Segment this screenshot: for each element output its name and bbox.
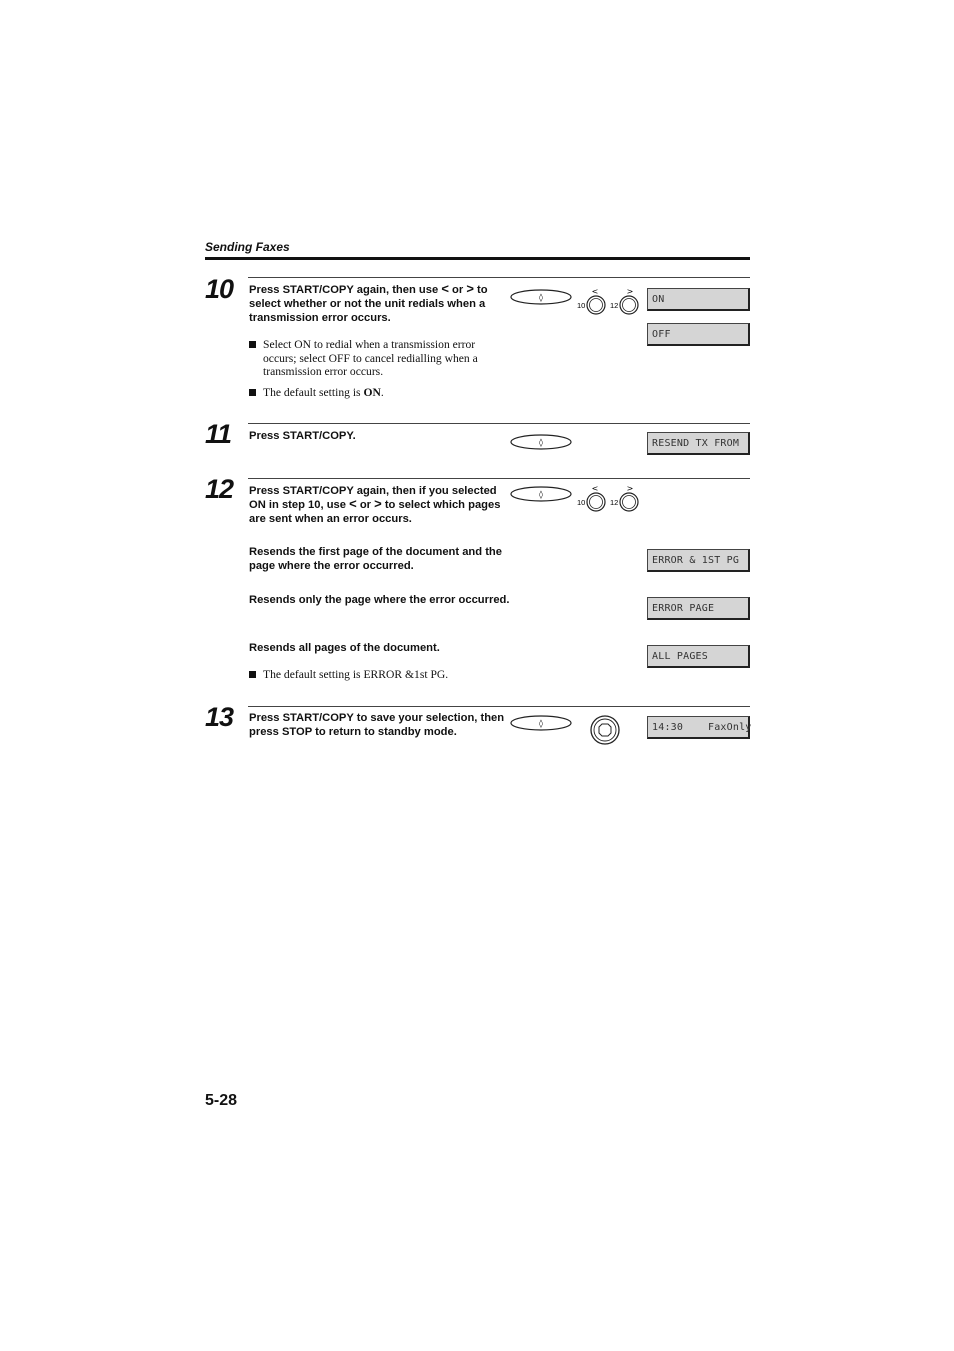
step-12-instruction-part2: to select which pages are sent when an error occurs. [249, 499, 501, 525]
step-10-bullet-1: Select ON to redial when a transmission error occurs; select OFF to cancel redialling when a transmission error occurs. [249, 338, 499, 379]
step-10-instruction-part2: to select whether or not the unit redials when a transmission error occurs. [249, 284, 488, 324]
lcd-display-resend: RESEND TX FROM [647, 432, 750, 455]
right-arrow-icon: > [466, 281, 474, 296]
svg-text:12: 12 [610, 301, 619, 310]
svg-text:12: 12 [610, 498, 619, 507]
bullet-square-icon [249, 389, 256, 396]
step-11-rule [248, 423, 750, 424]
step-10-instruction-part1: Press START/COPY again, then use [249, 284, 439, 296]
step-10-bullet-2: The default setting is ON. [249, 386, 499, 400]
arrow-keys-icon [576, 286, 642, 318]
lcd-display-error-1st-pg: ERROR & 1ST PG [647, 549, 750, 572]
left-arrow-icon: < [441, 281, 449, 296]
section-header: Sending Faxes [205, 240, 290, 254]
start-copy-key-icon [510, 432, 572, 452]
step-12-instruction-or: or [359, 499, 371, 511]
stop-key-icon [589, 714, 621, 746]
step-13-instruction: Press START/COPY to save your selection, then press STOP to return to standby mode. [249, 712, 505, 738]
page-number: 5-28 [205, 1092, 238, 1109]
lcd-display-all-pages: ALL PAGES [647, 645, 750, 668]
step-10-rule [248, 277, 750, 278]
svg-text:10: 10 [577, 301, 586, 310]
start-copy-key-icon [510, 484, 572, 504]
header-rule [205, 257, 750, 260]
step-13-number: 13 [205, 702, 234, 732]
svg-text:◊: ◊ [539, 719, 543, 728]
svg-text:>: > [626, 484, 634, 493]
step-12-instruction-part1: Press START/COPY again, then if you selected ON in step 10, use [249, 485, 497, 511]
step-12-bullet-1: The default setting is ERROR &1st PG. [249, 668, 511, 682]
lcd-display-off: OFF [647, 323, 750, 346]
option-error-1st-pg-text: Resends the first page of the document and the page where the error occurred. [249, 546, 502, 572]
svg-text:◊: ◊ [539, 490, 543, 499]
svg-text:10: 10 [577, 498, 586, 507]
lcd-display-error-page: ERROR PAGE [647, 597, 750, 620]
start-copy-key-icon [510, 713, 572, 733]
svg-text:<: < [591, 287, 599, 296]
svg-text:>: > [626, 287, 634, 296]
step-12-rule [248, 478, 750, 479]
step-10-number: 10 [205, 274, 234, 304]
lcd-display-on: ON [647, 288, 750, 311]
right-arrow-icon: > [374, 496, 382, 511]
option-all-pages-text: Resends all pages of the document. [249, 642, 440, 654]
step-13-rule [248, 706, 750, 707]
bullet-square-icon [249, 341, 256, 348]
lcd-display-standby: 14:30 FaxOnly [647, 716, 750, 739]
step-10-instruction [249, 283, 511, 325]
option-error-page-text: Resends only the page where the error occurred. [249, 594, 510, 606]
step-11-instruction: Press START/COPY. [249, 430, 356, 442]
step-12-number: 12 [205, 474, 234, 504]
step-10-instruction-or: or [452, 284, 464, 296]
step-12-instruction [249, 484, 511, 526]
svg-text:◊: ◊ [539, 438, 543, 447]
svg-text:◊: ◊ [539, 293, 543, 302]
left-arrow-icon: < [349, 496, 357, 511]
bullet-square-icon [249, 671, 256, 678]
arrow-keys-icon [576, 483, 642, 515]
start-copy-key-icon [510, 287, 572, 307]
step-11-number: 11 [205, 419, 232, 449]
svg-text:<: < [591, 484, 599, 493]
